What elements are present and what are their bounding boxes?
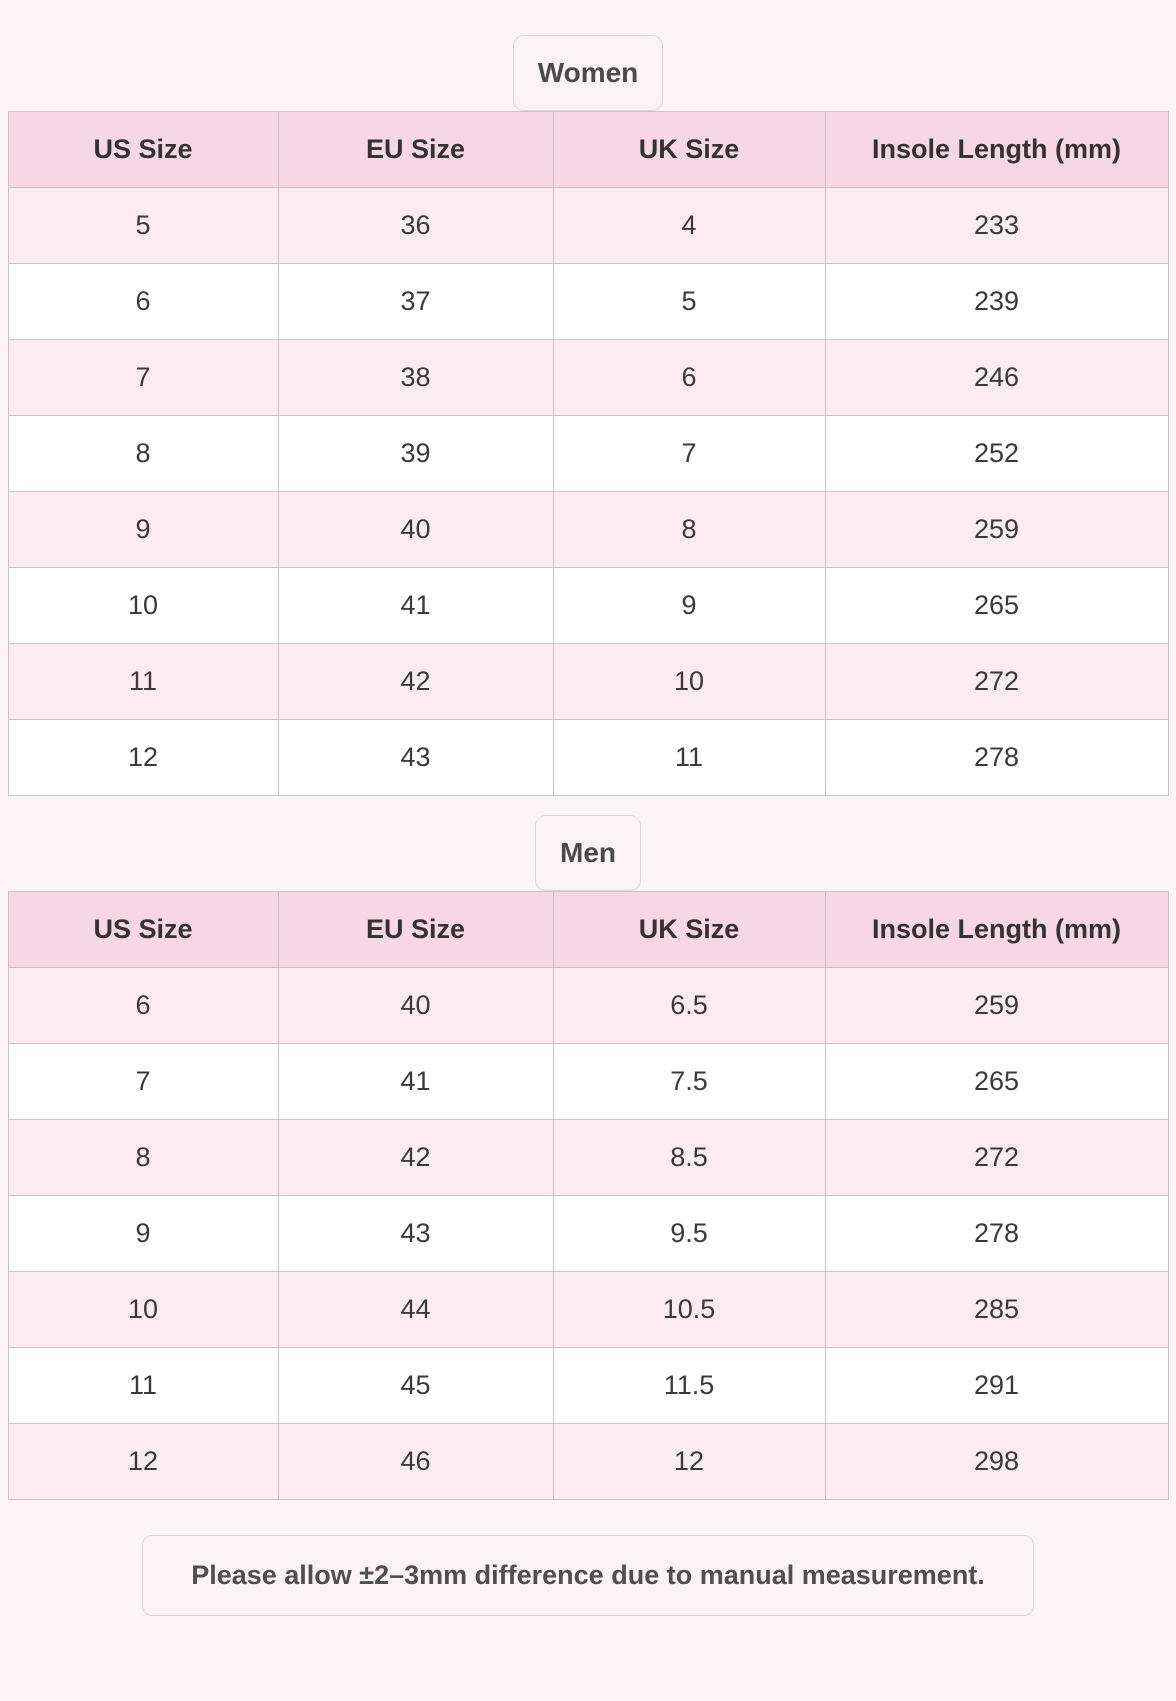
table-row: [8, 492, 1168, 568]
cell-uk-size: 9: [553, 568, 825, 644]
cell-insole-length: 291: [825, 1348, 1168, 1424]
cell-insole-length: 239: [825, 264, 1168, 340]
cell-eu-size: 43: [278, 1196, 553, 1272]
column-header-insole-length: Insole Length (mm): [825, 112, 1168, 188]
cell-eu-size: 42: [278, 1120, 553, 1196]
column-header-us-size: US Size: [8, 112, 278, 188]
cell-uk-size: 6: [553, 340, 825, 416]
cell-us-size: 12: [8, 720, 278, 796]
table-row: [8, 644, 1168, 720]
cell-eu-size: 39: [278, 416, 553, 492]
cell-eu-size: 37: [278, 264, 553, 340]
cell-uk-size: 4: [553, 188, 825, 264]
column-header-eu-size: EU Size: [278, 112, 553, 188]
table-row: [8, 188, 1168, 264]
cell-insole-length: 278: [825, 1196, 1168, 1272]
cell-us-size: 8: [8, 416, 278, 492]
cell-eu-size: 38: [278, 340, 553, 416]
cell-uk-size: 7: [553, 416, 825, 492]
cell-us-size: 10: [8, 568, 278, 644]
table-row: [8, 416, 1168, 492]
column-header-uk-size: UK Size: [553, 892, 825, 968]
cell-uk-size: 10: [553, 644, 825, 720]
cell-eu-size: 36: [278, 188, 553, 264]
table-row: [8, 968, 1168, 1044]
table-row: [8, 1272, 1168, 1348]
cell-us-size: 6: [8, 968, 278, 1044]
cell-us-size: 12: [8, 1424, 278, 1500]
column-header-insole-length: Insole Length (mm): [825, 892, 1168, 968]
cell-us-size: 7: [8, 1044, 278, 1120]
cell-eu-size: 44: [278, 1272, 553, 1348]
women-section-label: Women: [513, 35, 664, 111]
cell-eu-size: 41: [278, 1044, 553, 1120]
cell-uk-size: 11: [553, 720, 825, 796]
column-header-uk-size: UK Size: [553, 112, 825, 188]
cell-uk-size: 9.5: [553, 1196, 825, 1272]
table-row: [8, 568, 1168, 644]
cell-uk-size: 7.5: [553, 1044, 825, 1120]
cell-uk-size: 10.5: [553, 1272, 825, 1348]
cell-insole-length: 233: [825, 188, 1168, 264]
cell-us-size: 7: [8, 340, 278, 416]
cell-us-size: 10: [8, 1272, 278, 1348]
women-header-row: [8, 112, 1168, 188]
men-size-table: [8, 891, 1169, 1500]
men-section-label: Men: [535, 815, 641, 891]
table-row: [8, 720, 1168, 796]
cell-insole-length: 272: [825, 1120, 1168, 1196]
table-row: [8, 340, 1168, 416]
cell-insole-length: 278: [825, 720, 1168, 796]
cell-us-size: 11: [8, 644, 278, 720]
cell-eu-size: 40: [278, 968, 553, 1044]
cell-uk-size: 12: [553, 1424, 825, 1500]
cell-eu-size: 40: [278, 492, 553, 568]
men-header-row: [8, 892, 1168, 968]
cell-us-size: 9: [8, 492, 278, 568]
cell-insole-length: 265: [825, 568, 1168, 644]
cell-eu-size: 42: [278, 644, 553, 720]
women-size-table: [8, 111, 1169, 796]
cell-us-size: 9: [8, 1196, 278, 1272]
cell-insole-length: 259: [825, 968, 1168, 1044]
cell-uk-size: 11.5: [553, 1348, 825, 1424]
column-header-us-size: US Size: [8, 892, 278, 968]
table-row: [8, 1348, 1168, 1424]
cell-us-size: 11: [8, 1348, 278, 1424]
cell-eu-size: 41: [278, 568, 553, 644]
column-header-eu-size: EU Size: [278, 892, 553, 968]
table-row: [8, 264, 1168, 340]
table-row: [8, 1120, 1168, 1196]
table-row: [8, 1044, 1168, 1120]
cell-insole-length: 265: [825, 1044, 1168, 1120]
cell-insole-length: 252: [825, 416, 1168, 492]
cell-eu-size: 43: [278, 720, 553, 796]
cell-eu-size: 45: [278, 1348, 553, 1424]
cell-insole-length: 272: [825, 644, 1168, 720]
cell-uk-size: 8: [553, 492, 825, 568]
cell-us-size: 8: [8, 1120, 278, 1196]
table-row: [8, 1196, 1168, 1272]
measurement-tolerance-note: Please allow ±2–3mm difference due to manual measurement.: [142, 1535, 1034, 1616]
cell-insole-length: 259: [825, 492, 1168, 568]
cell-uk-size: 8.5: [553, 1120, 825, 1196]
cell-insole-length: 246: [825, 340, 1168, 416]
cell-us-size: 6: [8, 264, 278, 340]
cell-uk-size: 5: [553, 264, 825, 340]
cell-uk-size: 6.5: [553, 968, 825, 1044]
cell-us-size: 5: [8, 188, 278, 264]
cell-eu-size: 46: [278, 1424, 553, 1500]
cell-insole-length: 285: [825, 1272, 1168, 1348]
table-row: [8, 1424, 1168, 1500]
cell-insole-length: 298: [825, 1424, 1168, 1500]
